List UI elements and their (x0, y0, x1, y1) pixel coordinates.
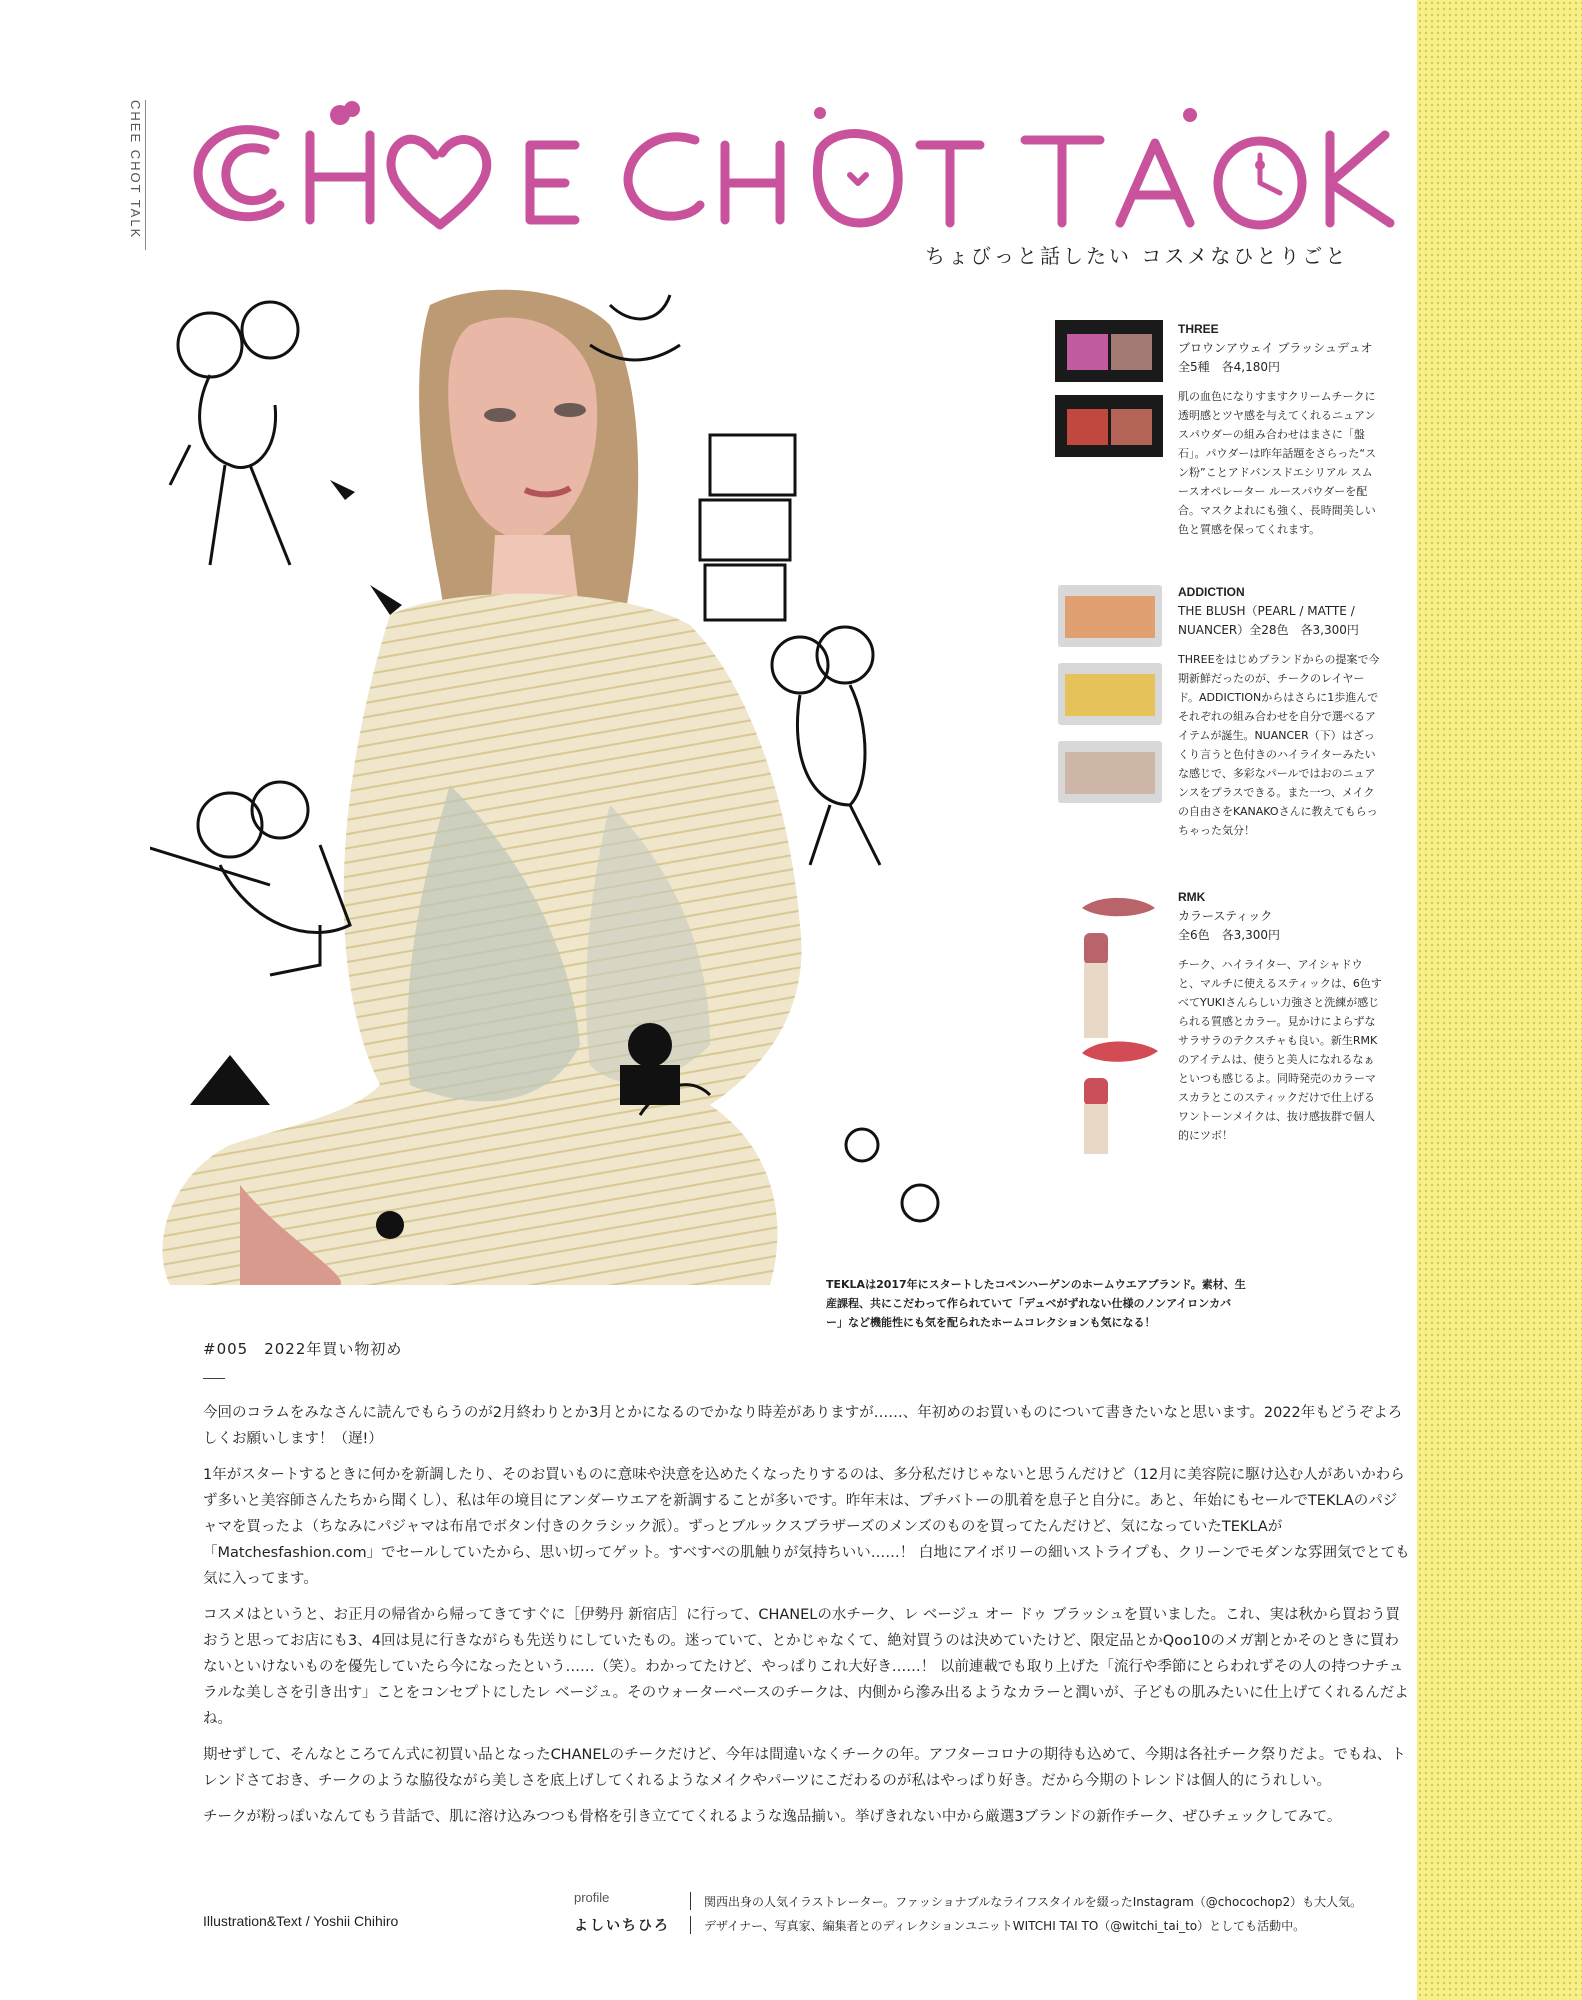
product-name: ブロウンアウェイ ブラッシュデュオ (1178, 341, 1373, 355)
subtitle: ちょびっと話したい コスメなひとりごと (925, 244, 1349, 268)
product-description: チーク、ハイライター、アイシャドウと、マルチに使えるスティックは、6色すべてYUKIさんらしい力強さと洗練が感じられる質感とカラー。見かけによらずなサラサラのテクスチャも良い。新生RMKのアイテムは、使うと美人になれるなぁといつも感じるよ。同時発売のカラーマスカラとこのスティックだけで仕上げるワントーンメイクは、抜け感抜群で個人的にツボ！ (1178, 958, 1382, 1142)
product-description: THREEをはじめブランドからの提案で今期新鮮だったのが、チークのレイヤード。ADDICTIONからはさらに1歩進んでそれぞれの組み合わせを自分で選べるアイテムが誕生。NUANCER（下）はざっくり言うと色付きのハイライターみたいな感じで、多彩なパールではおのニュアンスをプラスできる。また一つ、メイクの自由さをKANAKOさんに教えてもらっちゃった気分！ (1178, 653, 1380, 837)
title-rule (203, 1378, 225, 1379)
credit-line: Illustration&Text / Yoshii Chihiro (203, 1913, 399, 1929)
illustration-caption: TEKLAは2017年にスタートしたコペンハーゲンのホームウエアブランド。素材、生産課程、共にこだわって作られていて「デュベがずれない仕様のノンアイロンカバー」など機能性にも気を配られたホームコレクションも気になる！ (826, 1278, 1246, 1329)
paragraph: 1年がスタートするときに何かを新調したり、そのお買いものに意味や決意を込めたくなったりするのは、多分私だけじゃないと思うんだけど（12月に美容院に駆け込む人があいかわらず多いと美容師さんたちから聞くし）、私は年の境目にアンダーウエアを新調することが多いです。昨年末は、プチバトーの肌着を息子と自分に。あと、年始にもセールでTEKLAのパジャマを買ったよ（ちなみにパジャマは布帛でボタン付きのクラシック派）。ずっとブルックスブラザーズのメンズのものを買ってたんだけど、気になっていたTEKLAが「Matchesfashion.com」でセールしていたから、思い切ってゲット。すべすべの肌触りが気持ちいい……！ 白地にアイボリーの細いストライプも、クリーンでモダンな雰囲気でとても気に入ってます。 (203, 1467, 1410, 1587)
series-rule (145, 100, 146, 250)
product-brand: ADDICTION (1178, 585, 1245, 599)
profile-bio-line: 関西出身の人気イラストレーター。ファッショナブルなライフスタイルを綴ったInstagram（@chocochop2）も大人気。 (704, 1895, 1363, 1909)
profile-name: よしいちひろ (574, 1918, 670, 1934)
product-brand: THREE (1178, 322, 1219, 336)
divider (690, 1892, 691, 1910)
product-addiction (1178, 583, 1383, 840)
product-brand: RMK (1178, 890, 1206, 904)
profile-label: profile (574, 1890, 610, 1905)
profile-bio-line: デザイナー、写真家、編集者とのディレクションユニットWITCHI TAI TO（@witchi_tai_to）としても活動中。 (704, 1919, 1306, 1933)
paragraph: 期せずして、そんなところてん式に初買い品となったCHANELのチークだけど、今年は間違いなくチークの年。アフターコロナの期待も込めて、今期は各社チーク祭りだよ。でもね、トレンドさておき、チークのような脇役ながら美しさを底上げしてくれるようなメイクやパーツにこだわるのが私はやっぱり好き。だから今期のトレンドは個人的にうれしい。 (203, 1747, 1406, 1789)
divider (690, 1916, 691, 1934)
product-name: THE BLUSH（PEARL / MATTE / NUANCER）全28色 各3,300円 (1178, 604, 1359, 637)
title-logo (180, 95, 1420, 235)
product-price: 全5種 各4,180円 (1178, 360, 1280, 374)
article-body (203, 1400, 1410, 1840)
product-name: カラースティック (1178, 909, 1273, 923)
product-description: 肌の血色になりすますクリームチークに透明感とツヤ感を与えてくれるニュアンスパウダーの組み合わせはまさに「盤石」。パウダーは昨年話題をさらった“スン粉”ことアドバンスドエシリアル スムースオペレーター ルースパウダーを配合。マスクよれにも強く、長時間美しい色と質感を保ってくれます。 (1178, 390, 1377, 536)
main-illustration (150, 285, 1070, 1315)
series-label: CHEE CHOT TALK (128, 100, 143, 240)
product-three (1178, 320, 1378, 539)
paragraph: コスメはというと、お正月の帰省から帰ってきてすぐに［伊勢丹 新宿店］に行って、CHANELの水チーク、レ ベージュ オー ドゥ ブラッシュを買いました。これ、実は秋から買おう買おうと思ってお店にも3、4回は見に行きながらも先送りにしていたもの。迷っていて、とかじゃなくて、絶対買うのは決めていたけど、限定品とかQoo10のメガ割とかそのときに買わないといけないものを優先していたら今になったという……（笑）。わかってたけど、やっぱりこれ大好き……！ 以前連載でも取り上げた「流行や季節にとらわれずその人の持つナチュラルな美しさを引き出す」ことをコンセプトにしたレ ベージュ。そのウォーターベースのチークは、内側から滲み出るようなカラーと潤いが、子どもの肌みたいに仕上げてくれるんだよね。 (203, 1607, 1409, 1727)
three-compact-images (1055, 320, 1165, 490)
addiction-compact-images (1058, 585, 1163, 810)
decorative-side-strip (1417, 0, 1582, 2000)
paragraph: チークが粉っぽいなんてもう昔話で、肌に溶け込みつつも骨格を引き立ててくれるような逸品揃い。挙げきれない中から厳選3ブランドの新作チーク、ぜひチェックしてみて。 (203, 1809, 1342, 1825)
product-price: 全6色 各3,300円 (1178, 928, 1280, 942)
product-rmk (1178, 888, 1383, 1145)
rmk-stick-images (1070, 888, 1165, 1158)
article-title: #005 2022年買い物初め (203, 1340, 403, 1358)
paragraph: 今回のコラムをみなさんに読んでもらうのが2月終わりとか3月とかになるのでかなり時差がありますが……、年初めのお買いものについて書きたいなと思います。2022年もどうぞよろしくお願いします！（遅!） (203, 1405, 1403, 1447)
